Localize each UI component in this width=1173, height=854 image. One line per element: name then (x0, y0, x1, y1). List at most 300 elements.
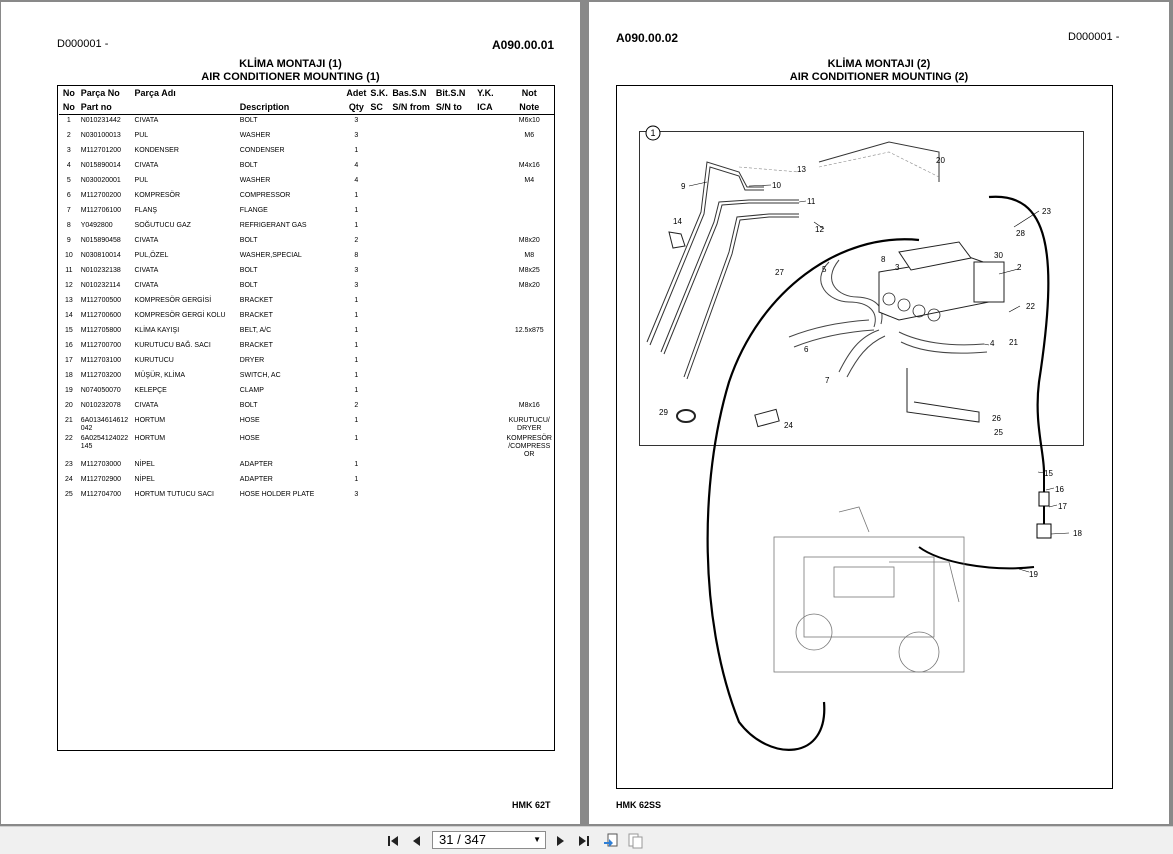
cell-qty: 1 (354, 435, 359, 442)
cell-note (504, 220, 554, 235)
cell-no: 14 (64, 312, 73, 319)
cell-part: N030020001 (80, 177, 121, 184)
cell-part: M112703100 (80, 357, 122, 364)
cell-sc (368, 175, 390, 190)
right-page (589, 2, 1169, 824)
cell-to (434, 115, 475, 131)
cell-qty: 1 (354, 207, 359, 214)
cell-desc: BRACKET (239, 297, 273, 304)
callout-label: 1 (650, 128, 656, 138)
cell-no: 12 (64, 282, 73, 289)
table-row (59, 145, 554, 160)
callout-label: 23 (1042, 207, 1051, 216)
cell-from (390, 190, 434, 205)
cell-name: KURUTUCU BAĞ. SACI (134, 342, 211, 349)
cell-ica (475, 265, 504, 280)
prev-page-icon[interactable] (409, 833, 425, 849)
cell-ica (475, 415, 504, 433)
cell-name: CIVATA (134, 162, 159, 169)
cell-part: 6A0134614612 042 (80, 417, 129, 432)
cell-from (390, 160, 434, 175)
cell-sc (368, 474, 390, 489)
cell-ica (475, 295, 504, 310)
cell-note: M8 (524, 252, 535, 259)
cell-sc (368, 355, 390, 370)
callout-label: 29 (659, 408, 668, 417)
cell-ica (475, 459, 504, 474)
cell-to (434, 489, 475, 504)
cell-name: KURUTUCU (134, 357, 174, 364)
left-page (1, 2, 580, 824)
callout-label: 16 (1055, 485, 1064, 494)
cell-from (390, 115, 434, 131)
cell-note (504, 489, 554, 504)
callout-label: 18 (1073, 529, 1082, 538)
cell-sc (368, 459, 390, 474)
cell-qty: 1 (354, 147, 359, 154)
col-header: SC (368, 100, 390, 115)
cell-from (390, 175, 434, 190)
cell-ica (475, 145, 504, 160)
cell-sc (368, 145, 390, 160)
callout-label: 12 (815, 225, 824, 234)
cell-no: 5 (66, 177, 71, 184)
cell-name: KOMPRESÖR GERGİSİ (134, 297, 212, 304)
cell-sc (368, 415, 390, 433)
table-row (59, 415, 554, 433)
table-row (59, 400, 554, 415)
cell-name: SOĞUTUCU GAZ (134, 222, 191, 229)
col-header: Y.K. (477, 88, 494, 98)
cell-desc: BRACKET (239, 342, 273, 349)
callout-label: 7 (825, 376, 830, 385)
cell-name: KLİMA KAYIŞI (134, 327, 180, 334)
cell-note (504, 205, 554, 220)
next-page-icon[interactable] (552, 833, 568, 849)
first-page-icon[interactable] (385, 833, 401, 849)
cell-to (434, 370, 475, 385)
cell-sc (368, 280, 390, 295)
cell-name: KOMPRESÖR (134, 192, 181, 199)
footer-model: HMK 62T (512, 800, 551, 810)
cell-desc: CLAMP (239, 387, 264, 394)
table-row (59, 310, 554, 325)
cell-sc (368, 370, 390, 385)
cell-no: 7 (66, 207, 71, 214)
viewer-toolbar (0, 826, 1173, 854)
cell-to (434, 433, 475, 459)
cell-note (504, 355, 554, 370)
cell-desc: HOSE (239, 417, 260, 424)
cell-sc (368, 385, 390, 400)
last-page-icon[interactable] (576, 833, 592, 849)
cell-no: 13 (64, 297, 73, 304)
callout-label: 6 (804, 345, 809, 354)
cell-desc: COMPRESSOR (239, 192, 291, 199)
parts-table (59, 86, 554, 504)
title-tr: KLİMA MONTAJI (2) (827, 58, 931, 70)
cell-part: Y0492800 (80, 222, 113, 229)
cell-sc (368, 295, 390, 310)
cell-note (504, 459, 554, 474)
col-header: Part no (79, 100, 133, 115)
callout-label: 21 (1009, 338, 1018, 347)
cell-ica (475, 250, 504, 265)
cell-to (434, 280, 475, 295)
cell-ica (475, 340, 504, 355)
cell-to (434, 175, 475, 190)
cell-note (504, 145, 554, 160)
cell-note: M6x10 (518, 117, 540, 124)
cell-note (504, 370, 554, 385)
cell-ica (475, 175, 504, 190)
col-header: Bas.S.N (392, 88, 427, 98)
cell-no: 22 (64, 435, 73, 442)
cell-note: M6 (524, 132, 535, 139)
cell-desc: BOLT (239, 237, 258, 244)
cell-to (434, 415, 475, 433)
cell-part: N074050070 (80, 387, 121, 394)
cell-no: 1 (66, 117, 71, 124)
cell-part: M112700600 (80, 312, 122, 319)
cell-desc: DRYER (239, 357, 265, 364)
callout-label: 20 (936, 156, 945, 165)
callout-label: 30 (994, 251, 1003, 260)
cell-part: M112705800 (80, 327, 122, 334)
cell-no: 21 (64, 417, 73, 424)
cell-ica (475, 400, 504, 415)
callout-label: 26 (992, 414, 1001, 423)
cell-no: 16 (64, 342, 73, 349)
callout-label: 14 (673, 217, 682, 226)
cell-from (390, 280, 434, 295)
cell-desc: WASHER (239, 177, 271, 184)
cell-to (434, 459, 475, 474)
cell-desc: FLANGE (239, 207, 268, 214)
cell-note: M4x16 (518, 162, 540, 169)
callout-label: 22 (1026, 302, 1035, 311)
cell-qty: 1 (354, 192, 359, 199)
cell-from (390, 400, 434, 415)
cell-from (390, 265, 434, 280)
callout-label: 9 (681, 182, 686, 191)
col-header (133, 100, 238, 115)
col-header (238, 86, 345, 100)
cell-name: HORTUM TUTUCU SACI (134, 491, 214, 498)
cell-to (434, 145, 475, 160)
callout-label: 5 (822, 265, 827, 274)
cell-qty: 1 (354, 222, 359, 229)
cell-sc (368, 325, 390, 340)
cell-qty: 1 (354, 372, 359, 379)
doc-id: D000001 - (1068, 31, 1120, 43)
cell-note: KURUTUCU/ DRYER (508, 417, 550, 432)
col-header: Not (521, 88, 537, 98)
cell-to (434, 474, 475, 489)
cell-to (434, 250, 475, 265)
cell-part: M112700200 (80, 192, 122, 199)
go-forward-icon[interactable] (627, 833, 643, 849)
cell-from (390, 235, 434, 250)
cell-note: M4 (524, 177, 535, 184)
cell-sc (368, 190, 390, 205)
cell-part: M112706100 (80, 207, 122, 214)
cell-desc: BOLT (239, 117, 258, 124)
cell-to (434, 220, 475, 235)
cell-part: N010231442 (80, 117, 121, 124)
table-row (59, 280, 554, 295)
cell-ica (475, 385, 504, 400)
callout-label: 3 (895, 263, 900, 272)
cell-ica (475, 489, 504, 504)
cell-desc: ADAPTER (239, 476, 273, 483)
cell-ica (475, 280, 504, 295)
table-row (59, 459, 554, 474)
cell-name: HORTUM (134, 435, 166, 442)
col-header: No (59, 100, 79, 115)
cell-qty: 1 (354, 297, 359, 304)
col-header: Bit.S.N (435, 88, 466, 98)
cell-part: M112700500 (80, 297, 122, 304)
callout-label: 13 (797, 165, 806, 174)
cell-name: KOMPRESÖR GERGİ KOLU (134, 312, 226, 319)
col-header: S.K. (370, 88, 388, 98)
cell-ica (475, 433, 504, 459)
cell-desc: BRACKET (239, 312, 273, 319)
section-code: A090.00.01 (492, 38, 555, 52)
cell-name: KELEPÇE (134, 387, 167, 394)
cell-to (434, 205, 475, 220)
table-row (59, 340, 554, 355)
cell-ica (475, 160, 504, 175)
cell-sc (368, 340, 390, 355)
cell-from (390, 295, 434, 310)
cell-from (390, 220, 434, 235)
cell-to (434, 385, 475, 400)
cell-desc: SWITCH, AC (239, 372, 281, 379)
cell-qty: 1 (354, 312, 359, 319)
col-header: Parça Adı (134, 88, 176, 98)
table-row (59, 205, 554, 220)
cell-part: M112704700 (80, 491, 122, 498)
cell-part: N030100013 (80, 132, 121, 139)
title-tr: KLİMA MONTAJI (1) (239, 58, 342, 70)
cell-desc: HOSE HOLDER PLATE (239, 491, 315, 498)
cell-part: N010232138 (80, 267, 121, 274)
col-header: Note (504, 100, 554, 115)
col-header: Parça No (80, 88, 120, 98)
cell-no: 8 (66, 222, 71, 229)
callout-label: 4 (990, 339, 995, 348)
cell-to (434, 340, 475, 355)
table-row (59, 220, 554, 235)
cell-desc: HOSE (239, 435, 260, 442)
cell-desc: CONDENSER (239, 147, 285, 154)
cell-no: 17 (64, 357, 73, 364)
cell-desc: BOLT (239, 282, 258, 289)
cell-qty: 3 (354, 267, 359, 274)
cell-qty: 1 (354, 342, 359, 349)
cell-sc (368, 489, 390, 504)
cell-from (390, 489, 434, 504)
table-row (59, 370, 554, 385)
cell-desc: ADAPTER (239, 461, 273, 468)
cell-part: 6A0254124022 145 (80, 435, 129, 450)
cell-no: 25 (64, 491, 73, 498)
cell-no: 4 (66, 162, 71, 169)
cell-name: PUL (134, 177, 149, 184)
cell-part: N015890458 (80, 237, 121, 244)
cell-part: M112701200 (80, 147, 122, 154)
cell-sc (368, 235, 390, 250)
cell-no: 9 (66, 237, 71, 244)
cell-name: KONDENSER (134, 147, 179, 154)
cell-part: M112702900 (80, 476, 122, 483)
cell-part: M112703000 (80, 461, 122, 468)
callout-label: 10 (772, 181, 781, 190)
cell-qty: 3 (354, 117, 359, 124)
cell-from (390, 145, 434, 160)
table-row (59, 130, 554, 145)
col-header: Description (238, 100, 345, 115)
cell-name: HORTUM (134, 417, 166, 424)
cell-note (504, 310, 554, 325)
cell-no: 18 (64, 372, 73, 379)
cell-name: NİPEL (134, 461, 155, 468)
cell-no: 10 (64, 252, 73, 259)
cell-desc: BOLT (239, 267, 258, 274)
table-row (59, 265, 554, 280)
cell-to (434, 325, 475, 340)
cell-part: N010232078 (80, 402, 121, 409)
table-row (59, 385, 554, 400)
cell-no: 15 (64, 327, 73, 334)
cell-from (390, 433, 434, 459)
cell-from (390, 370, 434, 385)
cell-note: 12.5x875 (514, 327, 544, 334)
cell-desc: REFRIGERANT GAS (239, 222, 307, 229)
cell-qty: 1 (354, 387, 359, 394)
title-en: AIR CONDITIONER MOUNTING (1) (201, 71, 380, 83)
cell-qty: 1 (354, 461, 359, 468)
cell-no: 2 (66, 132, 71, 139)
cell-ica (475, 130, 504, 145)
chevron-down-icon: ▼ (533, 835, 541, 844)
cell-from (390, 250, 434, 265)
callout-label: 19 (1029, 570, 1038, 579)
col-header: S/N from (390, 100, 434, 115)
cell-qty: 1 (354, 327, 359, 334)
cell-note (504, 340, 554, 355)
cell-no: 19 (64, 387, 73, 394)
cell-desc: BOLT (239, 402, 258, 409)
go-back-icon[interactable] (603, 833, 619, 849)
cell-name: MÜŞÜR, KLİMA (134, 372, 186, 379)
cell-desc: WASHER,SPECIAL (239, 252, 302, 259)
cell-note: M8x20 (518, 237, 540, 244)
section-code: A090.00.02 (616, 31, 679, 45)
cell-name: PUL (134, 132, 149, 139)
cell-sc (368, 115, 390, 131)
cell-qty: 1 (354, 476, 359, 483)
cell-note: M8x25 (518, 267, 540, 274)
callout-label: 11 (807, 197, 816, 206)
cell-to (434, 355, 475, 370)
cell-from (390, 340, 434, 355)
cell-qty: 2 (354, 402, 359, 409)
table-row (59, 433, 554, 459)
header-row-tr (59, 86, 554, 100)
header-row-en (59, 100, 554, 115)
cell-from (390, 325, 434, 340)
table-row (59, 250, 554, 265)
cell-ica (475, 474, 504, 489)
cell-ica (475, 325, 504, 340)
cell-name: NİPEL (134, 476, 155, 483)
footer-model: HMK 62SS (616, 800, 662, 810)
cell-desc: BOLT (239, 162, 258, 169)
cell-no: 11 (65, 267, 73, 274)
cell-from (390, 310, 434, 325)
col-header: Qty (344, 100, 368, 115)
cell-to (434, 130, 475, 145)
cell-name: PUL,ÖZEL (134, 252, 169, 259)
callout-label: 27 (775, 268, 784, 277)
table-row (59, 474, 554, 489)
callout-label: 8 (881, 255, 886, 264)
page-number-select[interactable] (432, 831, 546, 849)
cell-no: 20 (64, 402, 73, 409)
cell-qty: 3 (354, 132, 359, 139)
cell-no: 3 (66, 147, 71, 154)
table-row (59, 115, 554, 131)
cell-sc (368, 205, 390, 220)
cell-to (434, 190, 475, 205)
cell-note (504, 385, 554, 400)
cell-from (390, 205, 434, 220)
cell-qty: 8 (354, 252, 359, 259)
cell-sc (368, 265, 390, 280)
doc-id: D000001 - (57, 38, 109, 50)
cell-note: KOMPRESÖR /COMPRESS OR (506, 435, 552, 458)
table-row (59, 160, 554, 175)
cell-part: N015890014 (80, 162, 121, 169)
cell-to (434, 160, 475, 175)
cell-ica (475, 115, 504, 131)
cell-ica (475, 370, 504, 385)
col-header: S/N to (434, 100, 475, 115)
cell-note (504, 295, 554, 310)
exploded-diagram (589, 2, 1169, 824)
cell-from (390, 130, 434, 145)
callout-label: 25 (994, 428, 1003, 437)
cell-to (434, 295, 475, 310)
cell-ica (475, 205, 504, 220)
cell-sc (368, 433, 390, 459)
cell-no: 6 (66, 192, 71, 199)
callout-label: 17 (1058, 502, 1067, 511)
callout-label: 15 (1044, 469, 1053, 478)
cell-qty: 3 (354, 282, 359, 289)
col-header: ICA (475, 100, 504, 115)
title-en: AIR CONDITIONER MOUNTING (2) (789, 71, 969, 83)
cell-note: M8x16 (518, 402, 540, 409)
cell-from (390, 459, 434, 474)
cell-name: CIVATA (134, 117, 159, 124)
cell-note (504, 190, 554, 205)
table-row (59, 489, 554, 504)
page-indicator: 31 / 347 (439, 832, 486, 847)
